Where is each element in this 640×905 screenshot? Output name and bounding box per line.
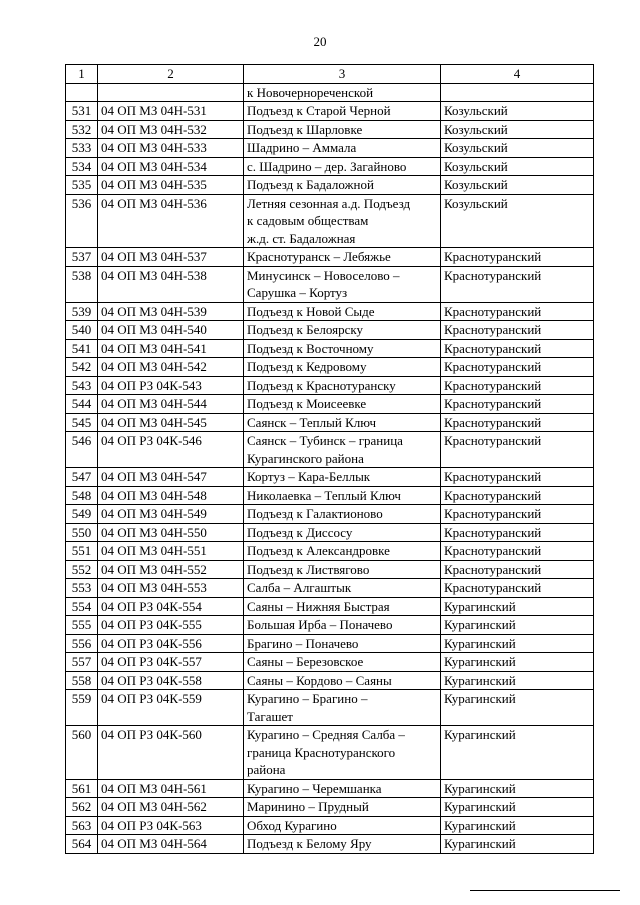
table-row [66, 468, 594, 487]
table-row [66, 83, 594, 102]
road-code [98, 83, 244, 102]
district-name: Краснотуранский [441, 302, 594, 321]
row-number: 542 [66, 358, 98, 377]
row-number: 537 [66, 248, 98, 267]
district-name: Курагинский [441, 798, 594, 817]
row-number: 562 [66, 798, 98, 817]
road-code: 04 ОП МЗ 04Н-547 [98, 468, 244, 487]
road-name [244, 83, 441, 102]
road-name-line: Большая Ирба – Поначево [247, 617, 393, 632]
road-name [244, 266, 441, 302]
road-name-line: Саяны – Нижняя Быстрая [247, 598, 390, 614]
road-name-line: Подъезд к Галактионово [247, 506, 383, 521]
district-name: Курагинский [441, 690, 594, 726]
district-name: Краснотуранский [441, 321, 594, 340]
road-code: 04 ОП МЗ 04Н-532 [98, 120, 244, 139]
road-name [244, 816, 441, 835]
table-row [66, 176, 594, 195]
table-row [66, 358, 594, 377]
road-code: 04 ОП МЗ 04Н-552 [98, 560, 244, 579]
road-code: 04 ОП МЗ 04Н-539 [98, 302, 244, 321]
row-number: 552 [66, 560, 98, 579]
table-row [66, 542, 594, 561]
road-name-line: с. Шадрино – дер. Загайново [247, 158, 407, 174]
road-name-line: Подъезд к Александровке [247, 543, 390, 558]
district-name: Курагинский [441, 671, 594, 690]
table-row [66, 579, 594, 598]
header-col-2: 2 [98, 65, 244, 84]
district-name: Курагинский [441, 835, 594, 854]
road-name [244, 321, 441, 340]
district-name: Краснотуранский [441, 376, 594, 395]
road-name-line: Шадрино – Аммала [247, 140, 357, 155]
road-code: 04 ОП МЗ 04Н-550 [98, 523, 244, 542]
table-row [66, 505, 594, 524]
district-name: Краснотуранский [441, 432, 594, 468]
district-name [441, 83, 594, 102]
road-name-line: Подъезд к Диссосу [247, 524, 353, 540]
road-name [244, 139, 441, 158]
district-name: Краснотуранский [441, 248, 594, 267]
road-code: 04 ОП РЗ 04К-557 [98, 653, 244, 672]
road-name [244, 671, 441, 690]
road-name [244, 120, 441, 139]
row-number: 535 [66, 176, 98, 195]
road-code: 04 ОП РЗ 04К-554 [98, 597, 244, 616]
road-code: 04 ОП МЗ 04Н-534 [98, 157, 244, 176]
district-name: Краснотуранский [441, 523, 594, 542]
road-name-line: Подъезд к Кедровому [247, 359, 367, 374]
road-name-line: Подъезд к Белоярску [247, 322, 363, 337]
row-number: 547 [66, 468, 98, 487]
road-name [244, 634, 441, 653]
road-code: 04 ОП МЗ 04Н-540 [98, 321, 244, 340]
table-row [66, 690, 594, 726]
district-name: Краснотуранский [441, 395, 594, 414]
row-number: 538 [66, 266, 98, 302]
table-row [66, 597, 594, 616]
road-name-line: Салба – Алгаштык [247, 580, 352, 595]
road-name [244, 157, 441, 176]
road-code: 04 ОП МЗ 04Н-561 [98, 779, 244, 798]
table-row [66, 560, 594, 579]
row-number: 561 [66, 779, 98, 798]
row-number: 548 [66, 486, 98, 505]
road-name [244, 798, 441, 817]
footer-rule [470, 890, 620, 891]
road-name [244, 579, 441, 598]
road-code: 04 ОП МЗ 04Н-541 [98, 339, 244, 358]
road-name [244, 102, 441, 121]
road-code: 04 ОП МЗ 04Н-564 [98, 835, 244, 854]
table-row [66, 413, 594, 432]
road-code: 04 ОП МЗ 04Н-549 [98, 505, 244, 524]
road-name-line: Саяны – Березовское [247, 654, 364, 669]
road-name-line: Подъезд к Белому Яру [247, 836, 372, 851]
district-name: Краснотуранский [441, 542, 594, 561]
district-name: Козульский [441, 157, 594, 176]
row-number: 544 [66, 395, 98, 414]
road-name [244, 194, 441, 248]
district-name: Курагинский [441, 726, 594, 780]
table-row [66, 302, 594, 321]
district-name: Козульский [441, 120, 594, 139]
district-name: Краснотуранский [441, 413, 594, 432]
district-name: Курагинский [441, 653, 594, 672]
table-row [66, 395, 594, 414]
table-row [66, 339, 594, 358]
district-name: Курагинский [441, 779, 594, 798]
table-row [66, 726, 594, 780]
table-row [66, 432, 594, 468]
page-number: 20 [313, 34, 327, 49]
row-number: 555 [66, 616, 98, 635]
table-row [66, 321, 594, 340]
road-name-line: района [247, 762, 286, 777]
header-col-1: 1 [66, 65, 98, 84]
road-name [244, 505, 441, 524]
road-code: 04 ОП МЗ 04Н-536 [98, 194, 244, 248]
road-code: 04 ОП МЗ 04Н-551 [98, 542, 244, 561]
road-name-line: Краснотуранск – Лебяжье [247, 249, 391, 264]
road-code: 04 ОП РЗ 04К-543 [98, 376, 244, 395]
table-row [66, 835, 594, 854]
row-number: 533 [66, 139, 98, 158]
district-name: Курагинский [441, 634, 594, 653]
road-name-line: к Новочернореченской [247, 84, 374, 100]
road-name-line: Тагашет [247, 708, 293, 724]
road-name-line: Курагинского района [247, 450, 364, 466]
row-number: 551 [66, 542, 98, 561]
road-name [244, 779, 441, 798]
row-number: 556 [66, 634, 98, 653]
road-code: 04 ОП МЗ 04Н-535 [98, 176, 244, 195]
road-code: 04 ОП РЗ 04К-555 [98, 616, 244, 635]
road-name [244, 486, 441, 505]
road-code: 04 ОП МЗ 04Н-553 [98, 579, 244, 598]
table-row [66, 157, 594, 176]
district-name: Козульский [441, 194, 594, 248]
table-row [66, 616, 594, 635]
header-col-3: 3 [244, 65, 441, 84]
road-name-line: Подъезд к Новой Сыде [247, 303, 375, 319]
row-number: 532 [66, 120, 98, 139]
table-row [66, 523, 594, 542]
road-name-line: Брагино – Поначево [247, 635, 359, 651]
road-name [244, 560, 441, 579]
road-code: 04 ОП РЗ 04К-559 [98, 690, 244, 726]
row-number: 536 [66, 194, 98, 248]
district-name: Курагинский [441, 816, 594, 835]
road-name-line: Подъезд к Бадаложной [247, 177, 374, 192]
road-name [244, 835, 441, 854]
road-name [244, 690, 441, 726]
road-name-line: Подъезд к Старой Черной [247, 103, 391, 118]
table-row [66, 653, 594, 672]
road-code: 04 ОП МЗ 04Н-545 [98, 413, 244, 432]
road-code: 04 ОП МЗ 04Н-533 [98, 139, 244, 158]
table-row [66, 798, 594, 817]
road-code: 04 ОП РЗ 04К-546 [98, 432, 244, 468]
road-code: 04 ОП РЗ 04К-563 [98, 816, 244, 835]
road-name-line: Саянск – Тубинск – граница [247, 433, 403, 448]
district-name: Краснотуранский [441, 339, 594, 358]
row-number: 531 [66, 102, 98, 121]
row-number: 541 [66, 339, 98, 358]
road-name-line: Кортуз – Кара-Беллык [247, 469, 371, 484]
road-registry-table [65, 64, 594, 854]
road-name-line: Саяны – Кордово – Саяны [247, 672, 392, 688]
road-name-line: Подъезд к Листвягово [247, 561, 370, 577]
road-name-line: Николаевка – Теплый Ключ [247, 487, 401, 503]
road-code: 04 ОП МЗ 04Н-531 [98, 102, 244, 121]
road-name [244, 542, 441, 561]
row-number: 553 [66, 579, 98, 598]
road-name-line: Саянск – Теплый Ключ [247, 414, 376, 430]
table-row [66, 120, 594, 139]
road-name-line: Подъезд к Краснотуранску [247, 377, 396, 393]
row-number: 559 [66, 690, 98, 726]
district-name: Краснотуранский [441, 468, 594, 487]
district-name: Курагинский [441, 597, 594, 616]
district-name: Козульский [441, 102, 594, 121]
row-number: 540 [66, 321, 98, 340]
table-row [66, 779, 594, 798]
row-number: 545 [66, 413, 98, 432]
district-name: Краснотуранский [441, 266, 594, 302]
district-name: Краснотуранский [441, 560, 594, 579]
road-code: 04 ОП РЗ 04К-560 [98, 726, 244, 780]
row-number: 564 [66, 835, 98, 854]
table-header-row [66, 65, 594, 84]
road-name [244, 376, 441, 395]
road-code: 04 ОП МЗ 04Н-537 [98, 248, 244, 267]
row-number: 558 [66, 671, 98, 690]
road-name-line: к садовым обществам [247, 213, 369, 228]
row-number: 554 [66, 597, 98, 616]
road-name-line: Курагино – Средняя Салба – [247, 727, 405, 742]
road-name [244, 653, 441, 672]
district-name: Краснотуранский [441, 358, 594, 377]
road-name [244, 358, 441, 377]
row-number: 550 [66, 523, 98, 542]
district-name: Курагинский [441, 616, 594, 635]
road-name [244, 597, 441, 616]
header-col-4: 4 [441, 65, 594, 84]
road-name-line: Минусинск – Новоселово – [247, 267, 400, 283]
table-row [66, 139, 594, 158]
road-code: 04 ОП МЗ 04Н-544 [98, 395, 244, 414]
road-code: 04 ОП МЗ 04Н-548 [98, 486, 244, 505]
row-number: 539 [66, 302, 98, 321]
road-name-line: Подъезд к Шарловке [247, 121, 363, 137]
road-name-line: ж.д. ст. Бадаложная [247, 230, 356, 246]
road-code: 04 ОП МЗ 04Н-542 [98, 358, 244, 377]
road-name-line: Сарушка – Кортуз [247, 285, 348, 300]
road-name [244, 339, 441, 358]
row-number: 557 [66, 653, 98, 672]
road-code: 04 ОП МЗ 04Н-562 [98, 798, 244, 817]
road-name [244, 616, 441, 635]
district-name: Краснотуранский [441, 505, 594, 524]
road-name-line: Летняя сезонная а.д. Подъезд [247, 195, 411, 211]
road-name-line: Курагино – Брагино – [247, 691, 368, 706]
road-name-line: Курагино – Черемшанка [247, 780, 382, 796]
road-name-line: Маринино – Прудный [247, 799, 369, 814]
road-name [244, 432, 441, 468]
road-name-line: Подъезд к Восточному [247, 340, 374, 356]
road-name [244, 413, 441, 432]
road-code: 04 ОП МЗ 04Н-538 [98, 266, 244, 302]
table-row [66, 816, 594, 835]
table-row [66, 248, 594, 267]
road-code: 04 ОП РЗ 04К-556 [98, 634, 244, 653]
district-name: Краснотуранский [441, 579, 594, 598]
road-name [244, 726, 441, 780]
row-number: 549 [66, 505, 98, 524]
district-name: Козульский [441, 176, 594, 195]
row-number: 563 [66, 816, 98, 835]
district-name: Краснотуранский [441, 486, 594, 505]
row-number [66, 83, 98, 102]
table-row [66, 671, 594, 690]
road-code: 04 ОП РЗ 04К-558 [98, 671, 244, 690]
road-name-line: граница Краснотуранского [247, 744, 396, 760]
table-row [66, 266, 594, 302]
road-name [244, 395, 441, 414]
row-number: 546 [66, 432, 98, 468]
road-name [244, 176, 441, 195]
district-name: Козульский [441, 139, 594, 158]
road-name-line: Обход Курагино [247, 817, 337, 833]
table-row [66, 486, 594, 505]
road-name-line: Подъезд к Моисеевке [247, 396, 367, 411]
road-name [244, 248, 441, 267]
table-row [66, 376, 594, 395]
row-number: 543 [66, 376, 98, 395]
table-row [66, 194, 594, 248]
table-row [66, 634, 594, 653]
road-name [244, 468, 441, 487]
table-row [66, 102, 594, 121]
road-name [244, 302, 441, 321]
row-number: 534 [66, 157, 98, 176]
row-number: 560 [66, 726, 98, 780]
road-name [244, 523, 441, 542]
